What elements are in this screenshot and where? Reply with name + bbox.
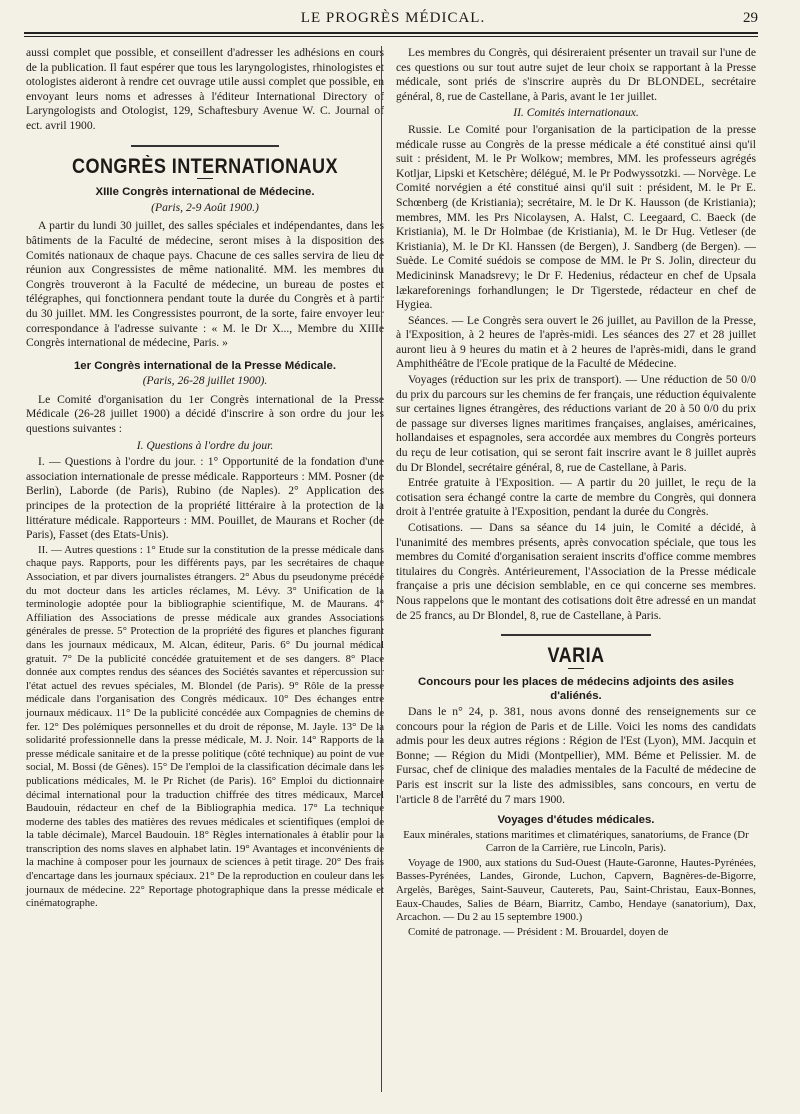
- running-title: LE PROGRÈS MÉDICAL.: [300, 10, 486, 26]
- left-column: [26, 46, 384, 912]
- intro-paragraph: aussi complet que possible, et conseillent d'adresser les adhésions en cours de la publication. Il faut espérer que tous les laryngologistes, rhinologistes et otologistes aideront à rendre cet ouvrage utile aussi complet que possible, en envoyant leurs noms et adresses à l'éditeur International Directory of Laryngologists and Otologist, 129, Schaftesbury Avenue W. C. Journal of ect. avril 1900.: [26, 46, 384, 132]
- congress2-title: 1er Congrès international de la Presse Médicale.: [73, 359, 337, 372]
- right-column: [396, 46, 756, 940]
- patronage-paragraph: Comité de patronage. — Président : M. Brouardel, doyen de: [408, 925, 669, 938]
- voyages-etudes-sub: Eaux minérales, stations maritimes et climatériques, sanatoriums, de France (Dr Carron de la Carrière, rue Lincoln, Paris).: [403, 828, 749, 855]
- congress1-title: XIIIe Congrès international de Médecine.: [95, 186, 315, 199]
- congress2-body: Le Comité d'organisation du 1er Congrès international de la Presse Médicale (26-28 juillet 1900) a décidé d'inscrire à son ordre du jour les questions suivantes :: [26, 392, 384, 436]
- concours-title: Concours pour les places de médecins adjoints des asiles d'aliénés.: [418, 675, 734, 703]
- concours-body: Dans le n° 24, p. 381, nous avons donné des renseignements sur ce concours pour la région de Paris et de Lille. Voici les noms des candidats admis pour les deux autres régions : Région de l'Est (Lyon), MM. Jacquin et Bonne; — Région du Midi (Montpellier), MM. Béme et Pelissier. M. de Fursac, chef de clinique des maladies mentales de la Faculté de médecine de Paris est inscrit sur la liste des admissibles, sans concours, en vertu de l'article 8 de l'arrêté du 7 mars 1900.: [396, 704, 756, 806]
- questions-part1: I. — Questions à l'ordre du jour. : 1° Opportunité de la fondation d'une association internationale de presse médicale. Rapporteurs : MM. Posner (de Berlin), Laborde (de Paris), Rubino (de Naples). 2° Application des principes de la protection de la propriété littéraire à la protection de la littérature médicale. Rapporteurs : MM. Pouillet, de Maurans et Rocher (de Paris), Fasset (des Etats-Unis).: [26, 455, 384, 542]
- section-title-varia: VARIA: [547, 644, 605, 668]
- ornament-divider-right: [396, 631, 756, 639]
- congress1-body: A partir du lundi 30 juillet, des salles spéciales et indépendantes, dans les bâtiments de la Faculté de médecine, seront mises à la disposition des Comités nationaux de chaque pays. Chacune de ces salles servira de lieu de réunion aux Congressistes de même nationalité. MM. les membres du Congrès trouveront à la Faculté de médecine, un bureau de postes et télégraphes, qui fonctionnera pendant toute la durée du Congrès et à partir du 30 juillet. MM. les Congressistes pourront, de la sorte, faire envoyer leur correspondance à l'adresse suivante : « M. le Dr X..., Membre du XIIIe Congrès international de médecine, Paris. »: [26, 219, 384, 350]
- congress2-place: (Paris, 26-28 juillet 1900).: [142, 374, 268, 388]
- voyages-etudes-title: Voyages d'études médicales.: [497, 814, 655, 827]
- ornament-divider: [26, 142, 384, 150]
- section-title-congres: CONGRÈS INTERNATIONAUX: [71, 154, 338, 178]
- column-divider: [381, 46, 382, 1092]
- voyages-paragraph: Voyages (réduction sur les prix de transport). — Une réduction de 50 0/0 du prix du parcours sur les chemins de fer français, une réduction équivalente sur certaines lignes étrangères, des réductions variant de 20 à 50 0/0 du prix de passage sur diverses lignes maritimes françaises, anglaises, américaines, hollandaises et espagnoles, sera accordée aux membres du Congrès porteurs du reçu de leur cotisation, qui se seront fait inscrire avant le 8 juillet auprès du Dr Blondel, secrétaire général, 8, rue de Castellane, à Paris.: [396, 373, 756, 474]
- header-rule: [24, 32, 758, 37]
- members-paragraph: Les membres du Congrès, qui désireraient présenter un travail sur l'une de ces questions ou sur tout autre sujet de leur choix se rapportant à la Presse médicale, sont priés de s'inscrire auprès du Dr BLONDEL, secrétaire général, 8, rue de Castellane, à Paris, avant le 1er juillet.: [396, 46, 756, 103]
- short-rule: [197, 178, 213, 179]
- voyages-etudes-body: Voyage de 1900, aux stations du Sud-Ouest (Haute-Garonne, Hautes-Pyrénées, Basses-Pyrénées, Landes, Gironde, Luchon, Capvern, Bagnères-de-Bigorre, Argelès, Barèges, Saint-Sauveur, Cauterets, Pau, Saint-Christau, Eaux-Bonnes, Eaux-Chaudes, Salies de Béarn, Biarritz, Cambo, Hendaye (sanatorium), Dax, Arcachon. — Du 2 au 15 septembre 1900.): [396, 856, 756, 924]
- committees-paragraph: Russie. Le Comité pour l'organisation de la participation de la presse médicale russe au Congrès de la presse médicale a été constitué ainsi qu'il suit : président, M. le Pr Wolkow; membres, MM. les professeurs agrégés Kotljar, Lipski et Ketschère; délégué, M. le Pr Podwyssotzki. — Norvège. Le Comité norvégien a été constitué ainsi qu'il suit : président, M. le Pr E. Schœnberg (de Kristiania); secrétaire, M. le Dr K. Hausson (de Kristiania); membres, MM. les Prs Nicolaysen, A. Halst, C. Leegaard, C. Baeck (de Kristiania), M. le Dr Holmbae (de Kristiania), M. le Dr Hug. Vetleser (de Kristiania), M. le Dr Kl. Hanssen (de Bergen), J. Sandberg (de Bergen). — Suède. Le Comité suédois se compose de MM. le Pr S. Jolin, directeur du Medicininsk Manadsrevy; le Dr F. Hedenius, rédacteur en chef de Upsala lækareforenings forhandlungen; le Dr Tigerstede, rédacteur en chef de Hygiea.: [396, 122, 756, 312]
- congress1-place: (Paris, 2-9 Août 1900.): [151, 200, 259, 214]
- page-header: [28, 10, 758, 32]
- committees-heading: II. Comités internationaux.: [513, 106, 639, 120]
- questions-part2: II. — Autres questions : 1° Etude sur la constitution de la presse médicale dans chaque pays. Rapports, pour les différents pays, par les secrétaires de chaque Association, et par divers journalistes étrangers. 2° Abus du pseudonyme précédé du mot docteur dans les articles réclames, M. Lévy. 3° Unification de la terminologie adoptée pour la bibliographie scientifique, M. de Maurans. 4° Affiliation des Associations de presse médicale aux grandes Associations générales de presse. 5° Protection de la propriété des figures et planches figurant dans les journaux médicaux, M. Alcan, éditeur, Paris. 6° Du journal médical gratuit. 7° De la publicité concédée gratuitement et de ses dangers. 8° Place donnée aux comptes rendus des séances des Sociétés savantes et répercussion sur l'état actuel des revues spéciales, M. Blondel (de Paris). 9° Rôle de la presse médicale dans l'organisation des Congrès médicaux. 10° Des échanges entre journaux médicaux. 11° De la publicité concédée aux Compagnies de chemins de fer. 12° Des polémiques personnelles et du droit de réponse, M. Jayle. 13° De la solidarité professionnelle dans la presse médicale, M. J. Noir. 14° Rapports de la presse médicale sanitaire et de la presse politique (côté technique) au point de vue social, M. Bossi (de Gênes). 15° De l'emploi de la classification décimale dans les publications médicales, M. le Pr Richet (de Paris). 16° Emploi du dictionnaire décimal international pour la traduction chiffrée des titres médicaux, Marcel Baudouin, rédacteur en chef de la Bibliographia medica. 17° La technique moderne des tables des matières des revues médicales et scientifiques (emploi de la table décimale), Marcel Baudouin. 18° Règles internationales à établir pour la transcription des noms slaves en alphabet latin. 19° Avantages et inconvénients de la machine à composer pour les journaux de sciences à petit tirage. 20° Des frais d'encartage dans les journaux spéciaux. 21° De la reproduction en couleur dans les journaux de médecine. 22° Reportage photographique dans la presse médicale et cinématographe.: [26, 543, 384, 910]
- entree-paragraph: Entrée gratuite à l'Exposition. — A partir du 20 juillet, le reçu de la cotisation sera échangé contre la carte de membre du Congrès, qui donnera droit à l'entrée gratuite à l'Exposition, pendant la durée du Congrès.: [396, 476, 756, 519]
- questions-heading: I. Questions à l'ordre du jour.: [136, 438, 274, 452]
- cotisations-paragraph: Cotisations. — Dans sa séance du 14 juin, le Comité a décidé, à l'unanimité des membres présents, après convocation spéciale, que tous les membres du Comité d'organisation seraient inscrits d'office comme membres titulaires du Congrès. Antérieurement, l'Association de la Presse médicale française a pris une décision semblable, en ce qui concerne ses membres. Nous rappelons que le montant des cotisations doit être adressé en un mandat de 25 francs, au Dr Blondel, 8, rue de Castellane, à Paris.: [396, 521, 756, 622]
- page-number: 29: [743, 10, 758, 26]
- short-rule-varia: [568, 668, 584, 669]
- seances-paragraph: Séances. — Le Congrès sera ouvert le 26 juillet, au Pavillon de la Presse, à l'Exposition, à 2 heures de l'après-midi. Les séances des 27 et 28 juillet auront lieu à 9 heures du matin et à 2 heures de l'après-midi, dans le grand Amphithéâtre de l'Ecole pratique de la Faculté de Médecine.: [396, 313, 756, 371]
